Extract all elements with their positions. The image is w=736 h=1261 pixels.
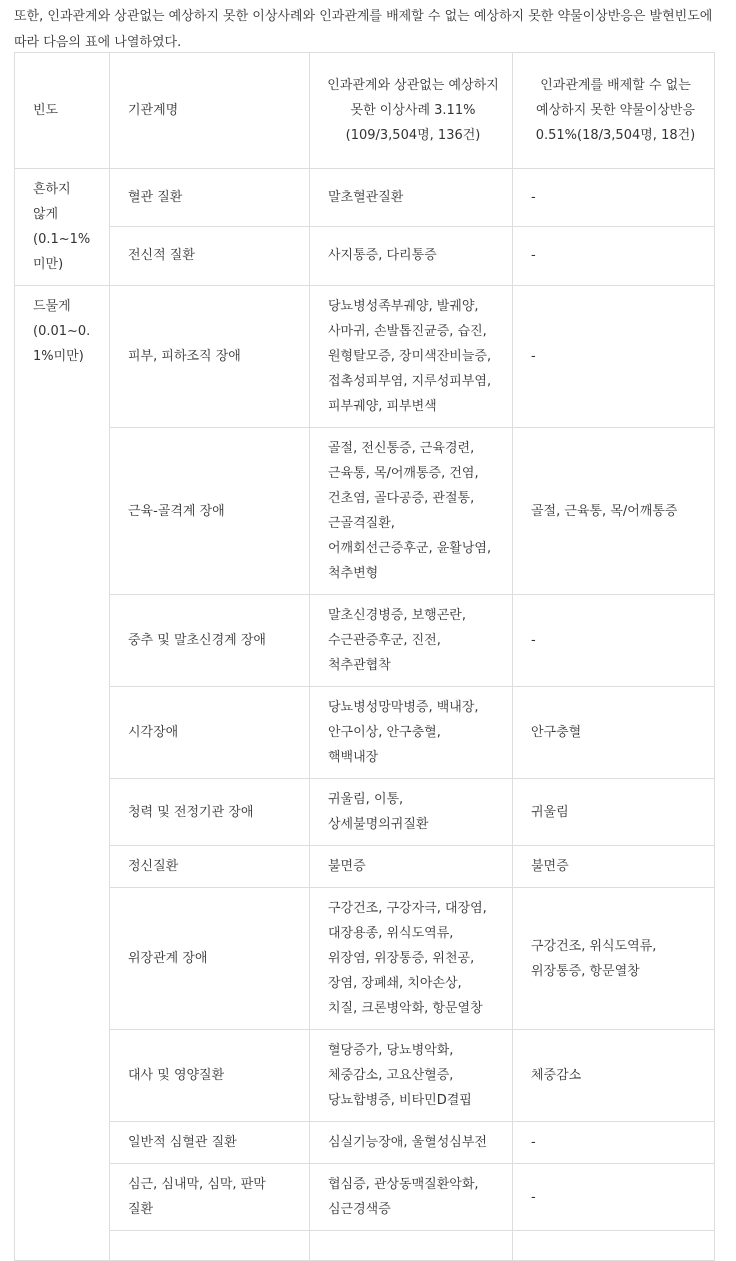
table-row bbox=[15, 687, 715, 779]
table-row bbox=[15, 1030, 715, 1122]
unrelated-cell: 불면증 bbox=[310, 846, 513, 888]
table-row bbox=[15, 226, 715, 285]
related-cell: 안구충혈 bbox=[513, 687, 715, 779]
unrelated-cell bbox=[310, 1231, 513, 1261]
related-cell: - bbox=[513, 286, 715, 428]
unrelated-cell: 말초혈관질환 bbox=[310, 169, 513, 227]
related-cell: 체중감소 bbox=[513, 1030, 715, 1122]
organ-cell: 전신적 질환 bbox=[110, 226, 310, 285]
header-related-reactions: 인과관계를 배제할 수 없는 예상하지 못한 약물이상반응 0.51%(18/3,504명, 18건) bbox=[513, 53, 715, 169]
table-row bbox=[15, 846, 715, 888]
organ-cell: 위장관계 장애 bbox=[110, 888, 310, 1030]
related-cell: 골절, 근육통, 목/어깨통증 bbox=[513, 428, 715, 595]
unrelated-cell: 협심증, 관상동맥질환악화, 심근경색증 bbox=[310, 1164, 513, 1231]
table-row bbox=[15, 169, 715, 227]
organ-cell: 근육-골격계 장애 bbox=[110, 428, 310, 595]
intro-paragraph: 또한, 인과관계와 상관없는 예상하지 못한 이상사례와 인과관계를 배제할 수 없는 예상하지 못한 약물이상반응은 발현빈도에 따라 다음의 표에 나열하였다. bbox=[14, 9, 713, 50]
frequency-cell: 드물게 (0.01~0.1%미만) bbox=[15, 286, 110, 1261]
table-row bbox=[15, 1231, 715, 1261]
organ-cell: 중추 및 말초신경계 장애 bbox=[110, 595, 310, 687]
unrelated-cell: 사지통증, 다리통증 bbox=[310, 226, 513, 285]
organ-cell: 대사 및 영양질환 bbox=[110, 1030, 310, 1122]
unrelated-cell: 당뇨병성족부궤양, 발궤양, 사마귀, 손발톱진균증, 습진, 원형탈모증, 장미색잔비늘증, 접촉성피부염, 지루성피부염, 피부궤양, 피부변색 bbox=[310, 286, 513, 428]
table-row bbox=[15, 286, 715, 428]
organ-cell bbox=[110, 1231, 310, 1261]
organ-cell: 혈관 질환 bbox=[110, 169, 310, 227]
unrelated-cell: 골절, 전신통증, 근육경련, 근육통, 목/어깨통증, 건염, 건초염, 골다공증, 관절통, 근골격질환, 어깨회선근증후군, 윤활낭염, 척추변형 bbox=[310, 428, 513, 595]
related-cell: - bbox=[513, 1164, 715, 1231]
organ-cell: 심근, 심내막, 심막, 판막 질환 bbox=[110, 1164, 310, 1231]
unrelated-cell: 혈당증가, 당뇨병악화, 체중감소, 고요산혈증, 당뇨합병증, 비타민D결핍 bbox=[310, 1030, 513, 1122]
related-cell bbox=[513, 1231, 715, 1261]
table-row bbox=[15, 595, 715, 687]
organ-cell: 청력 및 전정기관 장애 bbox=[110, 779, 310, 846]
header-frequency: 빈도 bbox=[15, 53, 110, 169]
unrelated-cell: 귀울림, 이통, 상세불명의귀질환 bbox=[310, 779, 513, 846]
table-row bbox=[15, 888, 715, 1030]
adverse-reaction-table bbox=[14, 52, 715, 1261]
table-header-row bbox=[15, 53, 715, 169]
unrelated-cell: 심실기능장애, 울혈성심부전 bbox=[310, 1122, 513, 1164]
organ-cell: 정신질환 bbox=[110, 846, 310, 888]
header-organ-class: 기관계명 bbox=[110, 53, 310, 169]
related-cell: 불면증 bbox=[513, 846, 715, 888]
table-row bbox=[15, 428, 715, 595]
organ-cell: 피부, 피하조직 장애 bbox=[110, 286, 310, 428]
frequency-cell: 흔하지 않게 (0.1~1% 미만) bbox=[15, 169, 110, 286]
table-row bbox=[15, 779, 715, 846]
related-cell: 구강건조, 위식도역류, 위장통증, 항문열창 bbox=[513, 888, 715, 1030]
related-cell: - bbox=[513, 169, 715, 227]
unrelated-cell: 구강건조, 구강자극, 대장염, 대장용종, 위식도역류, 위장염, 위장통증, 위천공, 장염, 장폐쇄, 치아손상, 치질, 크론병악화, 항문열창 bbox=[310, 888, 513, 1030]
unrelated-cell: 당뇨병성망막병증, 백내장, 안구이상, 안구충혈, 핵백내장 bbox=[310, 687, 513, 779]
unrelated-cell: 말초신경병증, 보행곤란, 수근관증후군, 진전, 척추관협착 bbox=[310, 595, 513, 687]
related-cell: - bbox=[513, 595, 715, 687]
related-cell: 귀울림 bbox=[513, 779, 715, 846]
related-cell: - bbox=[513, 1122, 715, 1164]
table-row bbox=[15, 1122, 715, 1164]
organ-cell: 일반적 심혈관 질환 bbox=[110, 1122, 310, 1164]
table-row bbox=[15, 1164, 715, 1231]
header-unrelated-events: 인과관계와 상관없는 예상하지 못한 이상사례 3.11%(109/3,504명, 136건) bbox=[310, 53, 513, 169]
organ-cell: 시각장애 bbox=[110, 687, 310, 779]
related-cell: - bbox=[513, 226, 715, 285]
